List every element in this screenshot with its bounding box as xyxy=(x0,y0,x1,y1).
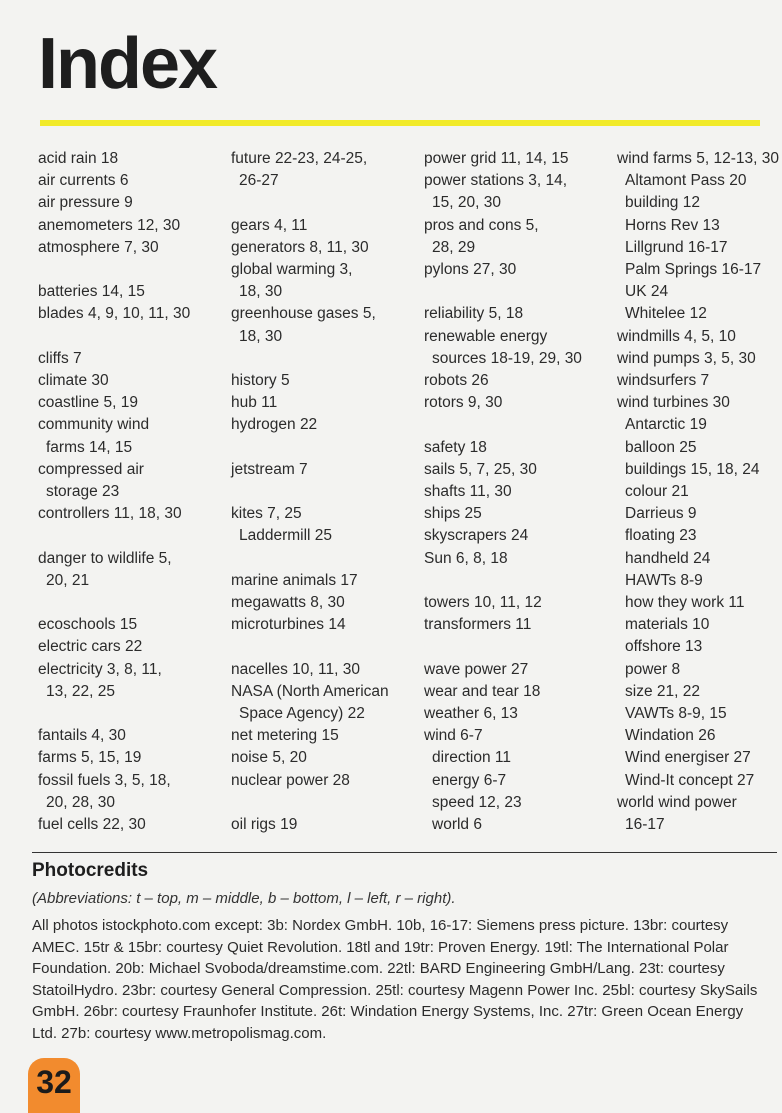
index-entry: electric cars 22 xyxy=(38,638,143,656)
index-entry: hub 11 xyxy=(231,394,278,412)
index-entry: Laddermill 25 xyxy=(239,527,333,545)
index-entry: net metering 15 xyxy=(231,727,339,745)
index-entry: storage 23 xyxy=(46,483,120,501)
index-entry: microturbines 14 xyxy=(231,616,346,634)
index-entry: wear and tear 18 xyxy=(424,682,541,700)
index-entry: nacelles 10, 11, 30 xyxy=(231,660,360,678)
index-entry: 20, 28, 30 xyxy=(46,793,115,811)
index-entry: gears 4, 11 xyxy=(231,216,308,234)
page-title: Index xyxy=(38,24,217,104)
index-entry: wave power 27 xyxy=(424,660,529,678)
index-entry: Whitelee 12 xyxy=(625,305,707,323)
index-entry: ecoschools 15 xyxy=(38,616,138,634)
index-entry: kites 7, 25 xyxy=(231,505,302,523)
index-spacer xyxy=(38,592,218,614)
index-entry: 18, 30 xyxy=(239,327,283,345)
index-entry: noise 5, 20 xyxy=(231,749,307,767)
index-entry: materials 10 xyxy=(625,616,710,634)
index-entry: Space Agency) 22 xyxy=(239,704,365,722)
index-entry: jetstream 7 xyxy=(231,460,308,478)
index-spacer xyxy=(231,636,416,658)
index-entry: batteries 14, 15 xyxy=(38,283,145,301)
index-entry: megawatts 8, 30 xyxy=(231,593,345,611)
index-entry: oil rigs 19 xyxy=(231,815,298,833)
index-entry: size 21, 22 xyxy=(625,682,700,700)
index-entry: Wind-It concept 27 xyxy=(625,771,755,789)
index-entry: direction 11 xyxy=(432,749,511,767)
index-entry: how they work 11 xyxy=(625,594,745,612)
index-entry: fossil fuels 3, 5, 18, xyxy=(38,771,171,789)
index-entry: pylons 27, 30 xyxy=(424,261,517,279)
index-entry: 28, 29 xyxy=(432,238,476,256)
index-entry: Lillgrund 16-17 xyxy=(625,238,728,256)
index-entry: nuclear power 28 xyxy=(231,771,350,789)
index-entry: world wind power xyxy=(617,793,737,811)
index-spacer xyxy=(424,414,609,436)
index-column-2 xyxy=(231,148,416,836)
index-entry: ships 25 xyxy=(424,505,482,523)
index-entry: transformers 11 xyxy=(424,616,532,634)
index-entry: history 5 xyxy=(231,372,290,389)
index-entry: skyscrapers 24 xyxy=(424,527,529,545)
index-spacer xyxy=(38,525,218,547)
index-entry: marine animals 17 xyxy=(231,571,358,589)
index-entry: electricity 3, 8, 11, xyxy=(38,660,162,678)
index-entry: climate 30 xyxy=(38,372,109,389)
index-entry: weather 6, 13 xyxy=(424,705,518,723)
index-entry: atmosphere 7, 30 xyxy=(38,238,159,256)
credits-heading: Photocredits xyxy=(32,860,149,881)
index-entry: HAWTs 8-9 xyxy=(625,571,703,589)
index-entry: Horns Rev 13 xyxy=(625,216,720,234)
credits-abbreviations: (Abbreviations: t – top, m – middle, b – bottom, l – left, r – right). xyxy=(32,890,456,907)
index-entry: power stations 3, 14, xyxy=(424,172,568,190)
index-entry: fuel cells 22, 30 xyxy=(38,816,146,834)
index-entry: sails 5, 7, 25, 30 xyxy=(424,460,537,478)
index-spacer xyxy=(231,792,416,814)
index-entry: balloon 25 xyxy=(625,438,697,456)
index-spacer xyxy=(231,348,416,370)
page-number: 32 xyxy=(36,1064,72,1100)
index-entry: Sun 6, 8, 18 xyxy=(424,549,508,567)
index-entry: farms 14, 15 xyxy=(46,438,133,456)
index-entry: floating 23 xyxy=(625,527,697,545)
index-entry: rotors 9, 30 xyxy=(424,394,503,412)
index-entry: Antarctic 19 xyxy=(625,416,707,434)
index-entry: Palm Springs 16-17 xyxy=(625,261,762,279)
index-entry: robots 26 xyxy=(424,372,489,390)
index-entry: coastline 5, 19 xyxy=(38,394,138,412)
index-entry: anemometers 12, 30 xyxy=(38,216,181,234)
index-entry: power grid 11, 14, 15 xyxy=(424,150,569,167)
index-spacer xyxy=(38,259,218,281)
index-entry: Altamont Pass 20 xyxy=(625,172,747,190)
index-entry: reliability 5, 18 xyxy=(424,305,524,323)
index-entry: Wind energiser 27 xyxy=(625,749,751,767)
index-spacer xyxy=(231,481,416,503)
index-entry: greenhouse gases 5, xyxy=(231,305,376,323)
index-entry: towers 10, 11, 12 xyxy=(424,594,542,612)
index-entry: 18, 30 xyxy=(239,283,283,301)
index-entry: windmills 4, 5, 10 xyxy=(617,327,736,345)
index-spacer xyxy=(231,192,416,214)
index-spacer xyxy=(424,281,609,303)
index-entry: air currents 6 xyxy=(38,172,129,190)
index-entry: building 12 xyxy=(625,194,700,212)
index-entry: energy 6-7 xyxy=(432,771,507,789)
index-spacer xyxy=(424,570,609,592)
index-entry: NASA (North American xyxy=(231,682,389,700)
index-entry: buildings 15, 18, 24 xyxy=(625,460,760,478)
index-entry: hydrogen 22 xyxy=(231,416,318,434)
index-entry: UK 24 xyxy=(625,283,669,301)
index-column-4 xyxy=(617,148,782,836)
index-entry: colour 21 xyxy=(625,483,689,501)
index-column-1 xyxy=(38,148,218,836)
index-entry: future 22-23, 24-25, xyxy=(231,150,368,167)
index-entry: 26-27 xyxy=(239,172,279,190)
title-underline xyxy=(40,120,760,126)
index-entry: cliffs 7 xyxy=(38,349,82,367)
index-entry: windsurfers 7 xyxy=(617,372,710,390)
index-entry: wind turbines 30 xyxy=(617,394,730,412)
index-entry: acid rain 18 xyxy=(38,150,119,167)
index-entry: community wind xyxy=(38,416,150,434)
index-entry: 15, 20, 30 xyxy=(432,194,501,212)
index-entry: handheld 24 xyxy=(625,549,711,567)
index-entry: sources 18-19, 29, 30 xyxy=(432,349,582,367)
index-entry: air pressure 9 xyxy=(38,194,133,212)
index-column-3 xyxy=(424,148,609,836)
credits-body: All photos istockphoto.com except: 3b: Nordex GmbH. 10b, 16-17: Siemens press picture. 13br: courtesy AMEC. 15tr & 15br: courtesy Quiet Revolution. 18tl and 19tr: Proven Energy. 19tl: The International Polar Foundation. 20b: Michael Svoboda/dreamstime.com. 22tl: BARD Engineering GmbH/Lang. 23t: courtesy StatoilHydro. 23br: courtesy General Compression. 25tl: courtesy Magenn Power Inc. 25bl: courtesy SkySails GmbH. 26br: courtesy Fraunhofer Institute. 26t: Windation Energy Systems, Inc. 27tr: Green Ocean Energy Ltd. 27b: courtesy www.metropolismag.com. xyxy=(32,917,758,1042)
index-entry: speed 12, 23 xyxy=(432,793,522,811)
credits-divider xyxy=(32,852,777,853)
index-entry: offshore 13 xyxy=(625,638,703,656)
index-entry: fantails 4, 30 xyxy=(38,727,126,745)
index-spacer xyxy=(38,703,218,725)
index-spacer xyxy=(38,326,218,348)
index-entry: generators 8, 11, 30 xyxy=(231,238,369,256)
index-entry: 16-17 xyxy=(625,816,665,834)
index-entry: global warming 3, xyxy=(231,261,353,278)
index-entry: 20, 21 xyxy=(46,571,90,589)
index-spacer xyxy=(231,548,416,570)
index-entry: safety 18 xyxy=(424,438,487,456)
index-entry: farms 5, 15, 19 xyxy=(38,749,142,767)
index-entry: VAWTs 8-9, 15 xyxy=(625,705,727,723)
index-entry: blades 4, 9, 10, 11, 30 xyxy=(38,305,191,323)
index-spacer xyxy=(231,437,416,459)
index-entry: compressed air xyxy=(38,460,144,478)
index-entry: renewable energy xyxy=(424,327,548,345)
index-entry: power 8 xyxy=(625,660,681,678)
index-entry: controllers 11, 18, 30 xyxy=(38,505,182,523)
index-entry: pros and cons 5, xyxy=(424,216,539,234)
index-spacer xyxy=(424,636,609,658)
index-entry: world 6 xyxy=(432,816,482,834)
index-entry: 13, 22, 25 xyxy=(46,682,115,700)
index-entry: wind farms 5, 12-13, 30 xyxy=(617,150,779,167)
index-entry: Windation 26 xyxy=(625,727,716,745)
index-entry: wind 6-7 xyxy=(424,727,483,745)
index-entry: danger to wildlife 5, xyxy=(38,549,172,567)
index-entry: shafts 11, 30 xyxy=(424,483,512,501)
index-entry: wind pumps 3, 5, 30 xyxy=(617,349,756,367)
index-entry: Darrieus 9 xyxy=(625,505,697,523)
